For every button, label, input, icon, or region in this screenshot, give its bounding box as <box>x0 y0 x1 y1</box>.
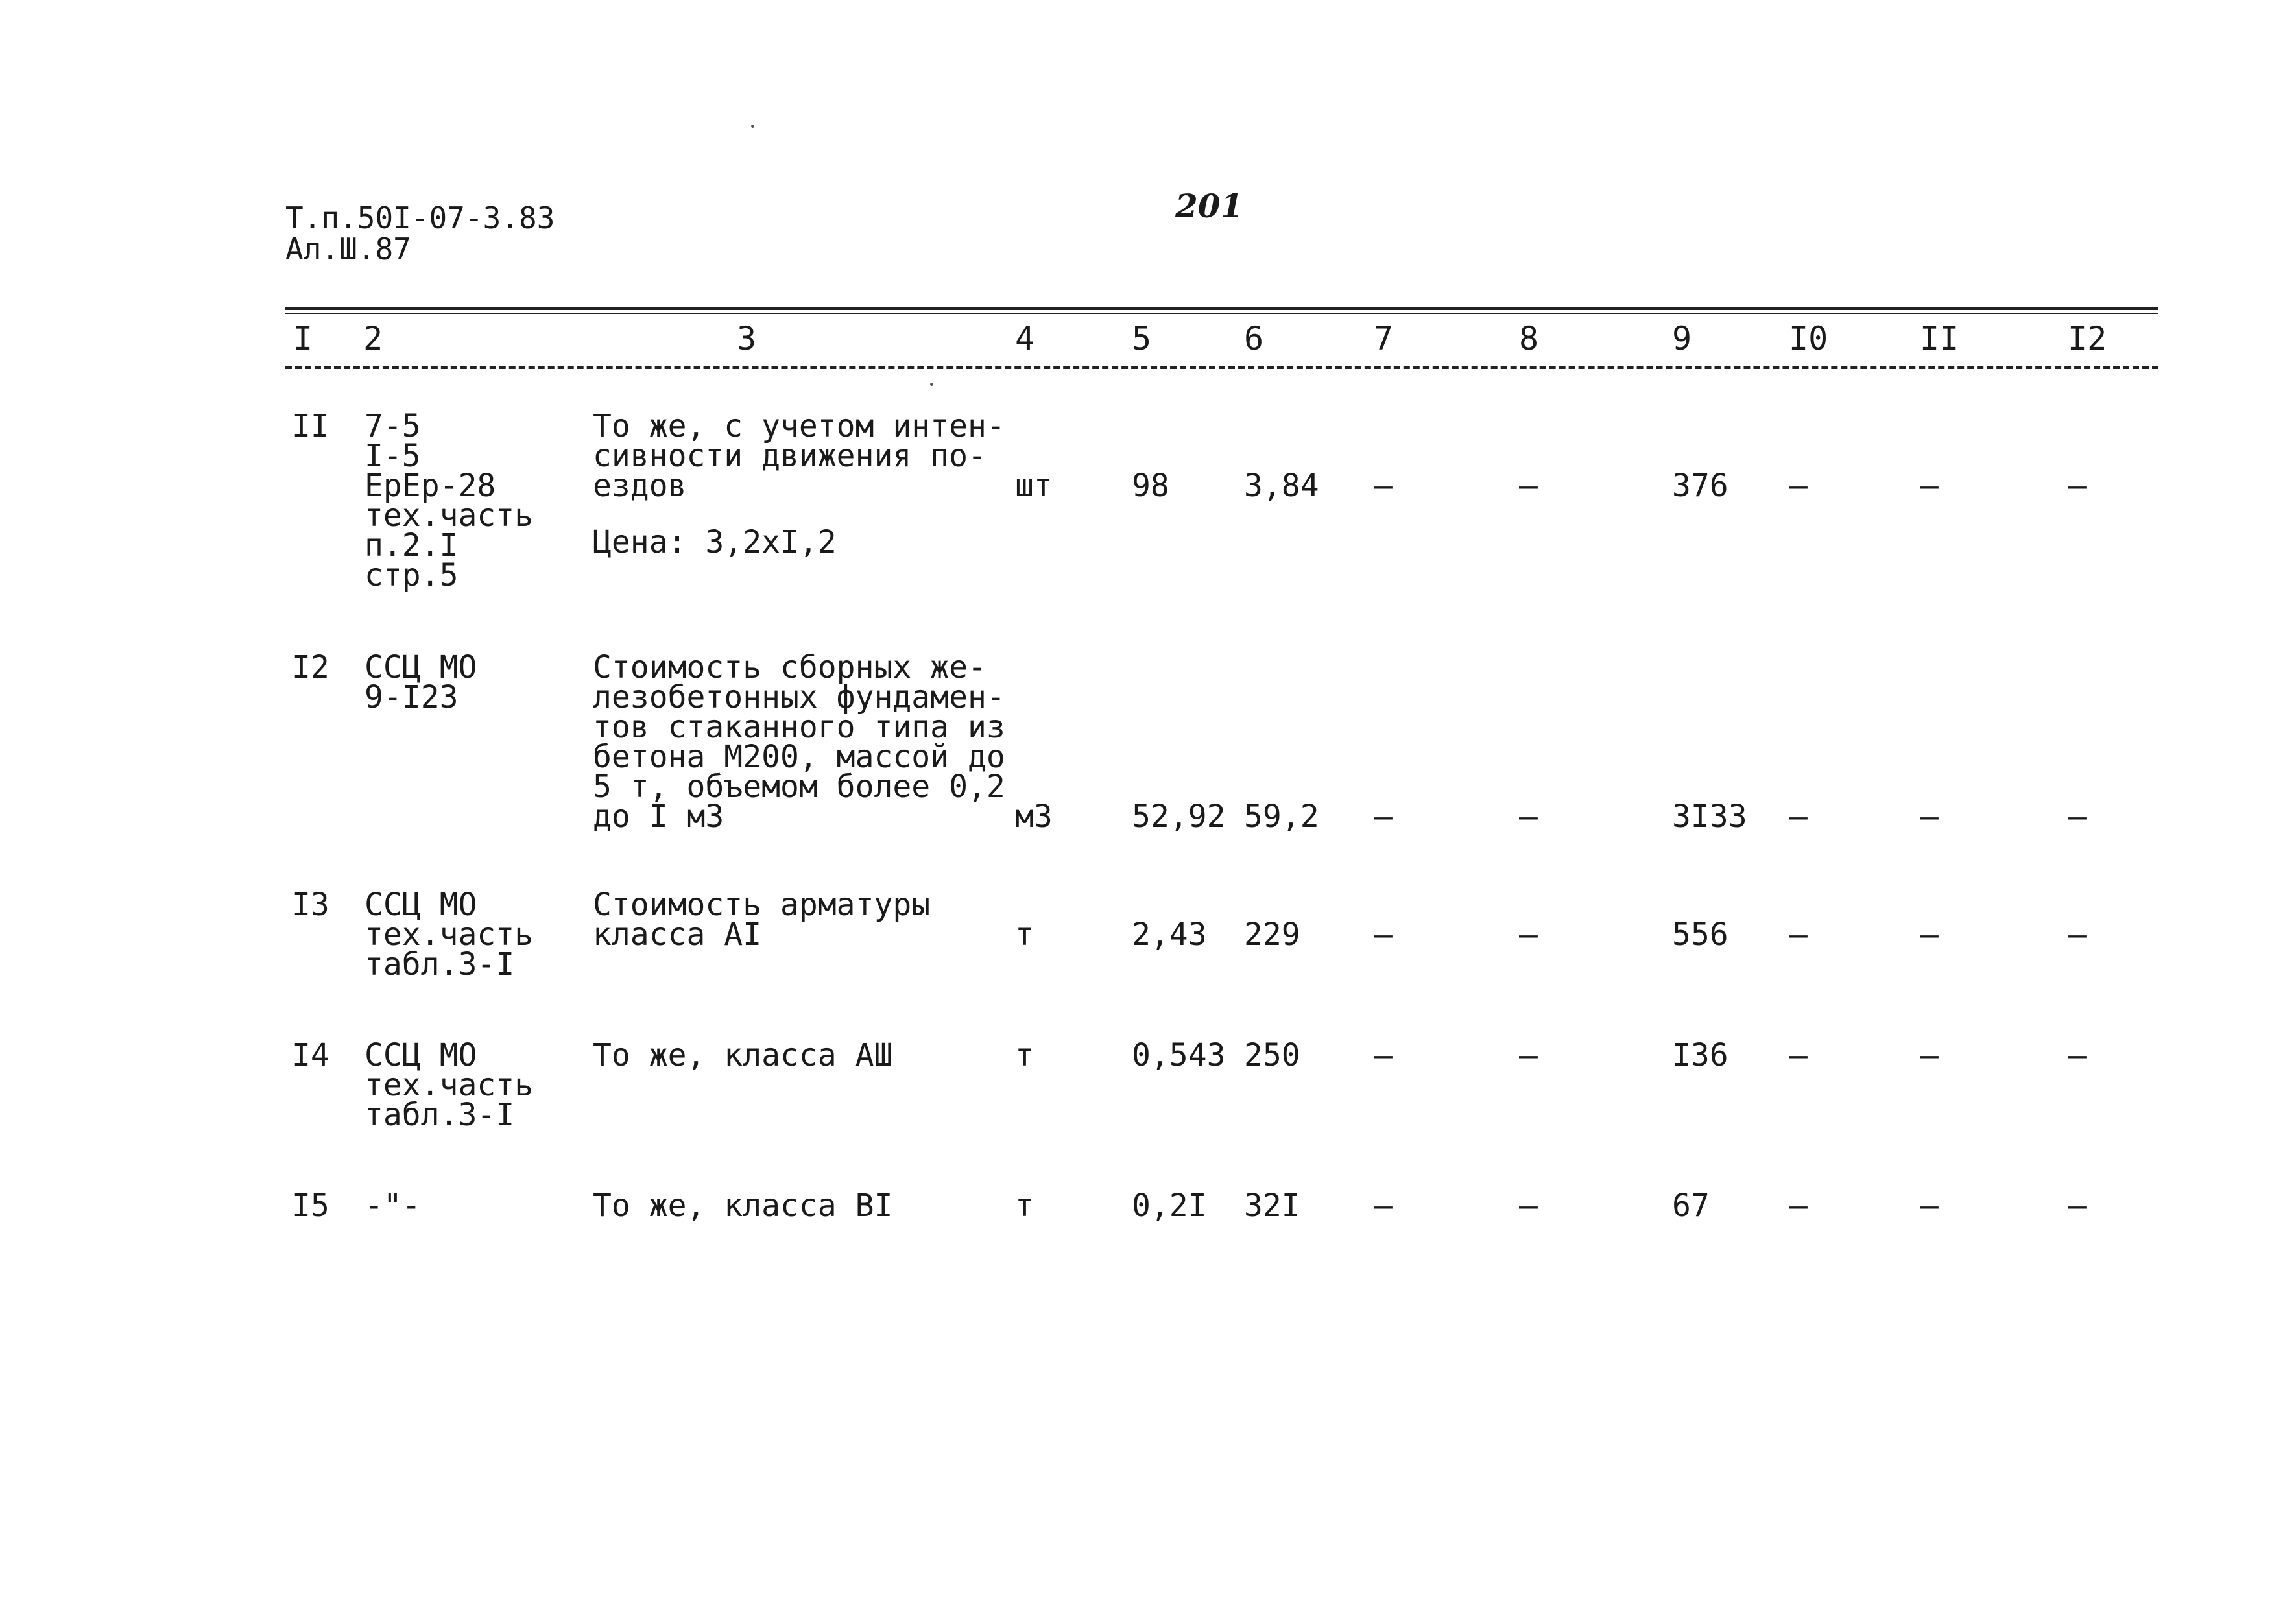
row-col-12: – <box>2068 468 2087 504</box>
row-col-12: – <box>2068 798 2087 835</box>
row-col-8: – <box>1519 916 1538 953</box>
document-code <box>285 202 555 265</box>
column-header-1: I <box>293 320 313 357</box>
row-col-12: – <box>2068 1188 2087 1224</box>
row-code-line: табл.3-I <box>365 946 515 983</box>
row-description-line: То же, класса ВI <box>593 1188 893 1224</box>
row-quantity: 52,92 <box>1132 798 1226 835</box>
column-header-11: II <box>1920 320 1959 357</box>
row-col-10: – <box>1789 1037 1808 1073</box>
scan-speck <box>751 125 754 128</box>
row-col-8: – <box>1519 1037 1538 1073</box>
row-col-10: – <box>1789 1188 1808 1224</box>
row-col-8: – <box>1519 1188 1538 1224</box>
row-number: II <box>292 408 329 444</box>
row-unit: т <box>1015 1037 1034 1073</box>
row-unit: т <box>1015 1188 1034 1224</box>
row-col-12: – <box>2068 916 2087 953</box>
row-col-8: – <box>1519 468 1538 504</box>
row-number: I2 <box>292 649 329 686</box>
column-header-5: 5 <box>1132 320 1152 357</box>
row-code-line: ССЦ МО <box>365 1037 477 1073</box>
row-description-line: 5 т, объемом более 0,2 <box>593 769 1005 805</box>
header-bottom-rule <box>285 366 2158 369</box>
row-col-10: – <box>1789 798 1808 835</box>
column-header-3: 3 <box>737 320 757 357</box>
row-description-line: лезобетонных фундамен- <box>593 679 1005 715</box>
row-col-11: – <box>1920 916 1939 953</box>
row-col-11: – <box>1920 1188 1939 1224</box>
row-number: I4 <box>292 1037 329 1073</box>
row-quantity: 0,543 <box>1132 1037 1226 1073</box>
row-quantity: 2,43 <box>1132 916 1207 953</box>
row-col-12: – <box>2068 1037 2087 1073</box>
row-code-line: п.2.I <box>365 527 459 564</box>
row-code-line: ССЦ МО <box>365 649 477 686</box>
column-header-6: 6 <box>1244 320 1264 357</box>
row-code-line: стр.5 <box>365 557 459 593</box>
column-header-10: I0 <box>1789 320 1828 357</box>
row-unit-price: 32I <box>1244 1188 1300 1224</box>
row-col-10: – <box>1789 468 1808 504</box>
row-unit-price: 59,2 <box>1244 798 1319 835</box>
row-code-line: 9-I23 <box>365 679 459 715</box>
row-description-line: до I м3 <box>593 798 724 835</box>
row-description-line: сивности движения по- <box>593 438 987 474</box>
row-description-line: То же, класса АШ <box>593 1037 893 1073</box>
row-description-line: Стоимость сборных же- <box>593 649 987 686</box>
row-code-line: тех.часть <box>365 497 534 534</box>
column-header-2: 2 <box>363 320 383 357</box>
row-unit: м3 <box>1015 798 1053 835</box>
row-unit-price: 229 <box>1244 916 1300 953</box>
row-number: I5 <box>292 1188 329 1224</box>
column-header-4: 4 <box>1015 320 1035 357</box>
row-unit-price: 3,84 <box>1244 468 1319 504</box>
row-description-line: Стоимость арматуры <box>593 887 931 923</box>
row-description-line: Цена: 3,2хI,2 <box>593 524 837 561</box>
page-number: 201 <box>1175 187 1243 225</box>
column-header-8: 8 <box>1519 320 1539 357</box>
row-code-line: тех.часть <box>365 1067 534 1103</box>
row-total: 3I33 <box>1672 798 1747 835</box>
row-code-line: -"- <box>365 1188 421 1224</box>
scan-speck <box>930 383 933 386</box>
row-col-7: – <box>1374 468 1393 504</box>
column-header-7: 7 <box>1374 320 1394 357</box>
row-description-line: тов стаканного типа из <box>593 709 1005 745</box>
document-code-line-1: Т.п.50I-07-3.83 <box>285 200 555 235</box>
row-unit: т <box>1015 916 1034 953</box>
row-unit-price: 250 <box>1244 1037 1300 1073</box>
row-quantity: 98 <box>1132 468 1169 504</box>
row-description-line: бетона М200, массой до <box>593 739 1005 775</box>
column-header-12: I2 <box>2068 320 2107 357</box>
row-col-11: – <box>1920 1037 1939 1073</box>
row-unit: шт <box>1015 468 1053 504</box>
column-header-9: 9 <box>1672 320 1692 357</box>
row-code-line: ЕрЕр-28 <box>365 468 496 504</box>
header-top-rule-inner <box>285 313 2158 314</box>
row-quantity: 0,2I <box>1132 1188 1207 1224</box>
row-col-7: – <box>1374 916 1393 953</box>
document-code-line-2: Ал.Ш.87 <box>285 232 411 267</box>
row-description-line: класса АI <box>593 916 762 953</box>
row-description-line: ездов <box>593 468 687 504</box>
row-col-7: – <box>1374 798 1393 835</box>
row-description-line: То же, с учетом интен- <box>593 408 1005 444</box>
row-col-8: – <box>1519 798 1538 835</box>
row-total: I36 <box>1672 1037 1728 1073</box>
row-code-line: табл.3-I <box>365 1097 515 1133</box>
row-code-line: I-5 <box>365 438 421 474</box>
row-col-10: – <box>1789 916 1808 953</box>
header-top-rule <box>285 307 2158 310</box>
row-col-7: – <box>1374 1188 1393 1224</box>
row-code-line: 7-5 <box>365 408 421 444</box>
row-col-11: – <box>1920 468 1939 504</box>
row-total: 376 <box>1672 468 1728 504</box>
row-col-11: – <box>1920 798 1939 835</box>
row-col-7: – <box>1374 1037 1393 1073</box>
row-total: 67 <box>1672 1188 1710 1224</box>
row-total: 556 <box>1672 916 1728 953</box>
row-code-line: тех.часть <box>365 916 534 953</box>
row-code-line: ССЦ МО <box>365 887 477 923</box>
row-number: I3 <box>292 887 329 923</box>
